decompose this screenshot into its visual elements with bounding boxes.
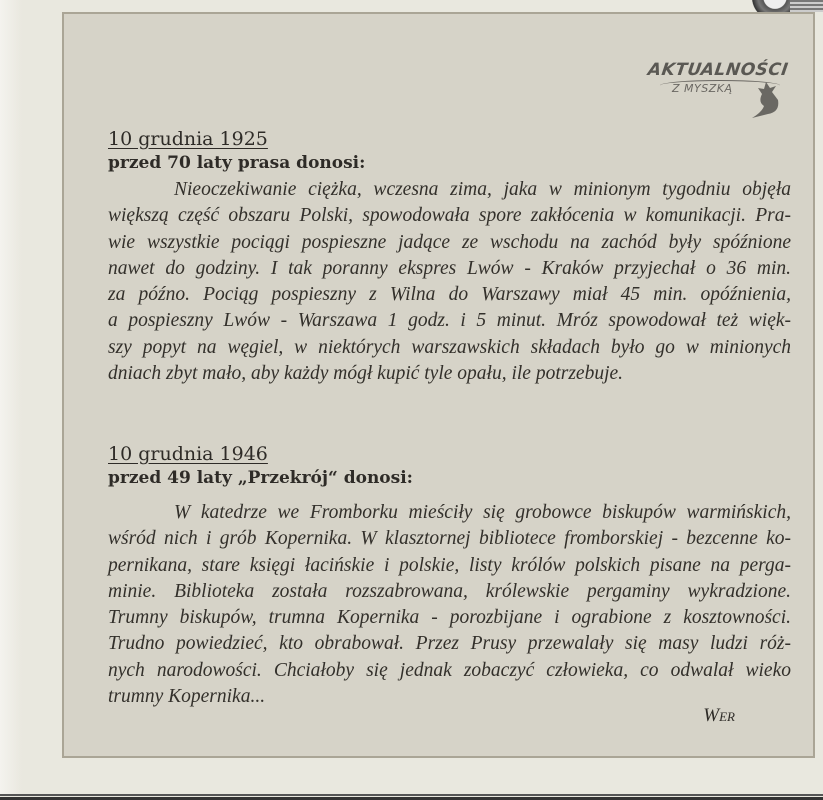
logo-title: AKTUALNOŚCI	[646, 60, 790, 80]
body-line: szy popyt na węgiel, w niektórych warszawskich składach było go w minionych	[108, 336, 791, 358]
body-line: nych narodowości. Chciałoby się jednak zobaczyć człowieka, co odwalał wieko	[108, 659, 791, 681]
author-signature: Wer	[703, 705, 735, 726]
coil-decoration	[790, 0, 823, 12]
page-margin	[0, 0, 22, 795]
body-line: trumny Kopernika...	[108, 686, 266, 708]
article-2-body	[108, 500, 791, 710]
article-date: 10 grudnia 1925	[108, 128, 268, 150]
logo-subtitle: Z MYSZKĄ	[672, 82, 733, 95]
article-2-heading	[108, 443, 413, 488]
body-line: W katedrze we Fromborku mieściły się grobowce biskupów warmińskich,	[174, 502, 791, 523]
body-line: większą część obszaru Polski, spowodowała spore zakłócenia w komunikacji. Pra-	[108, 205, 791, 227]
body-line: a pospieszny Lwów - Warszawa 1 godz. i 5 minut. Mróz spowodował też więk-	[108, 310, 791, 332]
body-line: dniach zbyt mało, aby każdy mógł kupić tyle opału, ile potrzebuje.	[108, 363, 624, 385]
body-line: minie. Biblioteka została rozszabrowana, królewskie pergaminy wykradzione.	[108, 580, 791, 602]
body-line: Trudno powiedzieć, kto obrabował. Przez Prusy przewalały się masy ludzi róż-	[108, 633, 791, 655]
article-1-body	[108, 177, 791, 387]
page-rule	[0, 794, 823, 796]
body-line: wie wszystkie pociągi pospieszne jadące ze wschodu na zachód były spóźnione	[108, 231, 791, 253]
body-line: Trumny biskupów, trumna Kopernika - porozbijane i ograbione z kosztowności.	[108, 607, 791, 629]
body-line: wśród nich i grób Kopernika. W klasztornej bibliotece fromborskiej - bezcenne ko-	[108, 528, 791, 550]
article-subtitle: przed 70 laty prasa donosi:	[108, 153, 366, 173]
body-line: Nieoczekiwanie ciężka, wczesna zima, jaka w minionym tygodniu objęła	[174, 179, 791, 200]
body-line: pernikana, stare księgi łacińskie i polskie, listy królów polskich pisane na perga-	[108, 554, 791, 576]
article-date: 10 grudnia 1946	[108, 443, 268, 465]
mouse-icon	[748, 80, 784, 120]
body-line: za późno. Pociąg pospieszny z Wilna do Warszawy miał 45 min. opóźnienia,	[108, 284, 791, 306]
article-subtitle: przed 49 laty „Przekrój“ donosi:	[108, 468, 413, 488]
article-1-heading	[108, 128, 365, 173]
body-line: nawet do godziny. I tak poranny ekspres Lwów - Kraków przyjechał o 36 min.	[108, 257, 791, 279]
